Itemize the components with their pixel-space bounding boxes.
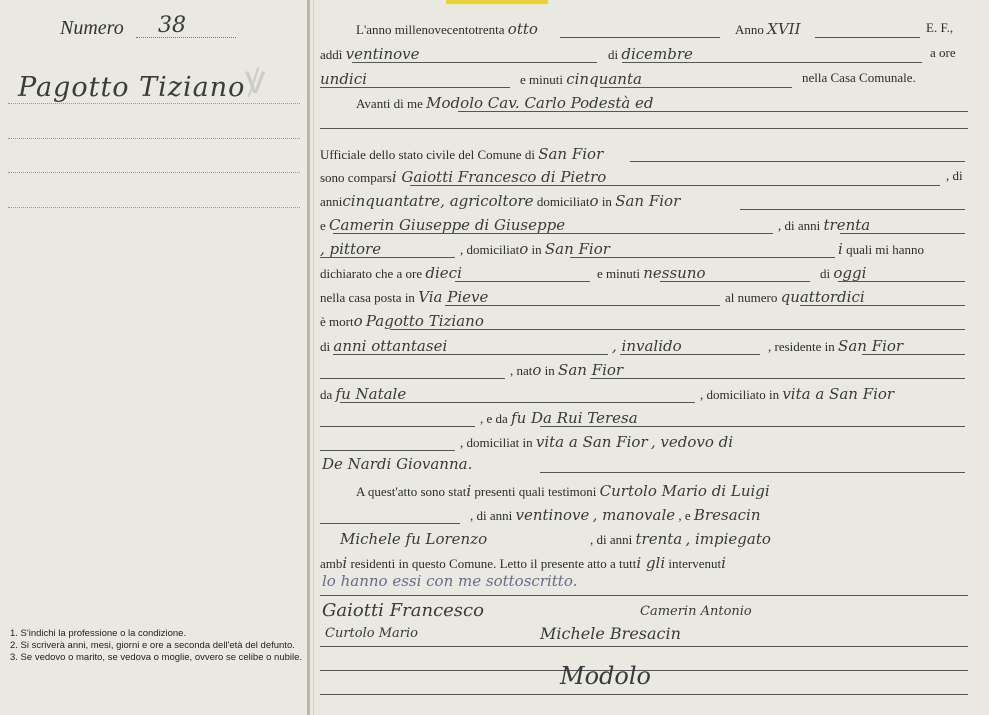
form-line-14-res: , residente in San Fior (768, 337, 904, 355)
form-line-1-anno: Anno XVII (735, 20, 801, 38)
form-line-7: sono comparsi Gaiotti Francesco di Pietro (320, 168, 607, 186)
form-line-13: è morto Pagotto Tiziano (320, 312, 484, 330)
form-line-14-prof: , invalido (612, 337, 682, 355)
form-line-8: annicinquantatre, agricoltore domiciliato in San Fior (320, 192, 681, 210)
footnote-1: 1. S'indichi la professione o la condizione. (10, 628, 187, 639)
form-line-22: Michele fu Lorenzo (340, 530, 488, 548)
form-line-10-dom: , domiciliato in San Fior (460, 240, 610, 258)
form-line-16-dom: , domiciliato in vita a San Fior (700, 385, 895, 403)
form-line-23: ambi residenti in questo Comune. Letto il presente atto a tutti gli intervenuti (320, 554, 726, 572)
form-line-24: lo hanno essi con me sottoscritto. (322, 572, 578, 590)
footnote-2: 2. Si scriverà anni, mesi, giorni e ore a seconda dell'età del defunto. (10, 640, 295, 651)
form-line-17: , e da fu Da Rui Teresa (480, 409, 638, 427)
signature-curtolo: Curtolo Mario (325, 626, 418, 641)
form-line-1: L'anno millenovecentotrenta otto (356, 20, 538, 38)
signature-modolo: Modolo (560, 662, 651, 690)
form-line-16: da fu Natale (320, 385, 407, 403)
form-line-12: nella casa posta in Via Pieve (320, 288, 489, 306)
form-line-21: , di anni ventinove , manovale , e Bresacin (470, 506, 761, 524)
form-line-12-num: al numero quattordici (725, 288, 865, 306)
numero-value: 38 (158, 13, 186, 38)
form-line-14: di anni ottantasei (320, 337, 448, 355)
form-line-19: De Nardi Giovanna. (322, 455, 473, 473)
form-line-10: , pittore (320, 240, 382, 258)
form-line-2-end: a ore (930, 45, 956, 60)
form-line-3: undici (320, 70, 367, 88)
form-line-2: addì ventinove (320, 45, 420, 63)
form-line-9: e Camerin Giuseppe di Giuseppe (320, 216, 566, 234)
form-line-11-end: di oggi (820, 264, 867, 282)
signature-gaiotti: Gaiotti Francesco (322, 600, 484, 621)
footnote-3: 3. Se vedovo o marito, se vedova o moglie, ovvero se celibe o nubile. (10, 652, 303, 663)
left-dotted-line (8, 138, 300, 139)
left-dotted-line (8, 207, 300, 208)
form-line-22-age: , di anni trenta , impiegato (590, 530, 771, 548)
form-line-20: A quest'atto sono stati presenti quali testimoni Curtolo Mario di Luigi (356, 482, 770, 500)
form-line-11: dichiarato che a ore dieci (320, 264, 462, 282)
form-line-2-month: di dicembre (608, 45, 693, 63)
form-line-1-ef: E. F., (926, 20, 954, 35)
column-divider (307, 0, 310, 715)
footnotes (10, 628, 305, 664)
top-tab-marker (446, 0, 548, 4)
form-line-4: Avanti di me Modolo Cav. Carlo Podestà ed (356, 94, 654, 112)
signature-bresacin: Michele Bresacin (540, 624, 681, 643)
form-line-18: , domiciliat in vita a San Fior , vedovo di (460, 433, 734, 451)
form-line-6: Ufficiale dello stato civile del Comune di San Fior (320, 145, 604, 163)
numero-line (136, 37, 236, 38)
bleed-through-mark: ꝟ (245, 57, 266, 103)
form-line-15: , nato in San Fior (510, 361, 624, 379)
left-dotted-line (8, 172, 300, 173)
form-line-11-min: e minuti nessuno (597, 264, 706, 282)
numero-label: Numero (60, 17, 124, 39)
form-line-10-end: i quali mi hanno (838, 240, 925, 258)
form-line-9-age: , di anni trenta (778, 216, 871, 234)
form-line-3-minutes: e minuti cinquanta (520, 70, 642, 88)
deceased-name-margin: Pagotto Tiziano (18, 72, 246, 103)
signature-camerin: Camerin Antonio (640, 604, 752, 619)
form-line-7-end: , di (946, 168, 963, 183)
column-divider-inner (313, 0, 314, 715)
form-line-3-end: nella Casa Comunale. (802, 70, 916, 85)
